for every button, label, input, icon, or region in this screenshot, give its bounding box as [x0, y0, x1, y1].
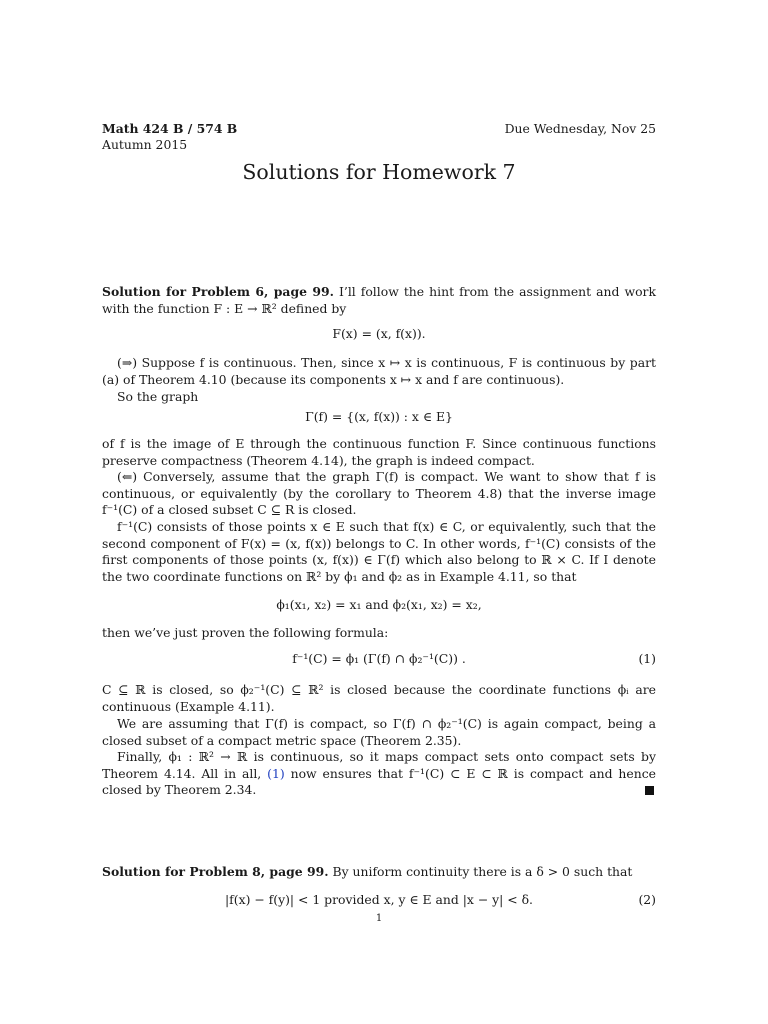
finally-paragraph [102, 749, 656, 799]
forward-direction: (⇒) Suppose f is continuous. Then, since x ↦ x is continuous, F is continuous by part (a) of Theorem 4.10 (because its components x ↦ x and f are continuous). [102, 355, 656, 387]
compact-paragraph: We are assuming that Γ(f) is compact, so Γ(f) ∩ ϕ₂⁻¹(C) is again compact, being a closed subset of a compact metric space (Theorem 2.35). [102, 716, 656, 748]
converse-paragraph: (⇐) Conversely, assume that the graph Γ(f) is compact. We want to show that f is continuous, or equivalently (by the corollary to Theorem 4.8) that the inverse image f⁻¹(C) of a closed subset C ⊆ R is closed. [102, 469, 656, 517]
document-title: Solutions for Homework 7 [242, 160, 516, 184]
problem8-heading: Solution for Problem 8, page 99. [102, 864, 329, 879]
problem6-intro-text: I’ll follow the hint from the assignment and work with the function F : E → ℝ² defined by [102, 284, 656, 316]
qed-square-icon [645, 786, 654, 795]
document-page [102, 0, 656, 1024]
closed-paragraph: C ⊆ ℝ is closed, so ϕ₂⁻¹(C) ⊆ ℝ² is closed because the coordinate functions ϕᵢ are continuous (Example 4.11). [102, 682, 656, 714]
course-name: Math 424 B / 574 B [102, 121, 238, 136]
equation-2 [102, 892, 656, 909]
so-graph: So the graph [117, 389, 199, 404]
finally-text-a: Finally, ϕ₁ : ℝ² → ℝ is continuous, so it maps compact sets onto compact sets by Theorem 4.14. All in all, [102, 749, 656, 781]
due-date: Due Wednesday, Nov 25 [504, 121, 656, 136]
proven-line: then we’ve just proven the following formula: [102, 625, 389, 640]
problem8-intro [102, 864, 656, 881]
problem6-intro [102, 284, 656, 317]
equation-2-number: (2) [638, 892, 656, 907]
equation-1 [102, 651, 656, 668]
equation-F: F(x) = (x, f(x)). [332, 326, 426, 341]
equation-phi: ϕ₁(x₁, x₂) = x₁ and ϕ₂(x₁, x₂) = x₂, [276, 597, 482, 612]
equation-1-body: f⁻¹(C) = ϕ₁ (Γ(f) ∩ ϕ₂⁻¹(C)) . [292, 651, 466, 666]
problem6-heading: Solution for Problem 6, page 99. [102, 284, 334, 299]
image-paragraph: of f is the image of E through the continuous function F. Since continuous functions preserve compactness (Theorem 4.14), the graph is indeed compact. [102, 436, 656, 468]
problem8-intro-text: By uniform continuity there is a δ > 0 such that [332, 864, 633, 879]
equation-1-number: (1) [638, 651, 656, 666]
course-term: Autumn 2015 [102, 137, 188, 152]
equation-2-body: |f(x) − f(y)| < 1 provided x, y ∈ E and |x − y| < δ. [225, 892, 533, 907]
page-number: 1 [375, 913, 383, 924]
preimage-paragraph: f⁻¹(C) consists of those points x ∈ E such that f(x) ∈ C, or equivalently, such that the second component of F(x) = (x, f(x)) belongs to C. In other words, f⁻¹(C) consists of the first components of those points (x, f(x)) ∈ Γ(f) which also belong to ℝ × C. If I denote the two coordinate functions on ℝ² by ϕ₁ and ϕ₂ as in Example 4.11, so that [102, 519, 656, 584]
equation-ref-link[interactable]: (1) [267, 765, 285, 781]
equation-graph: Γ(f) = {(x, f(x)) : x ∈ E} [305, 409, 453, 424]
finally-text-b: now ensures that f⁻¹(C) ⊂ E ⊂ ℝ is compact and hence closed by Theorem 2.34. [102, 765, 656, 797]
